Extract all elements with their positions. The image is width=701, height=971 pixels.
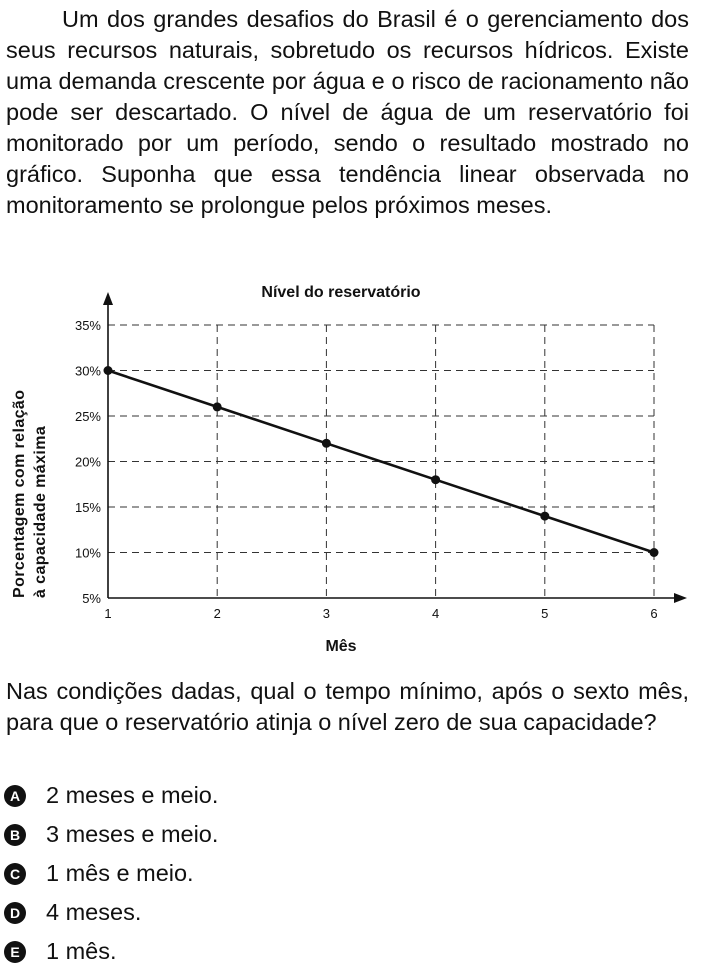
- data-point-month-1: [104, 366, 113, 375]
- reservoir-chart: [0, 272, 701, 662]
- x-tick-label-6: 6: [650, 606, 658, 621]
- x-tick-label-4: 4: [431, 606, 440, 621]
- x-tick-label-3: 3: [322, 606, 331, 621]
- axes: [103, 292, 687, 603]
- option-a-text: 2 meses e meio.: [46, 782, 219, 808]
- y-axis-label-line1: Porcentagem com relação: [11, 389, 28, 598]
- answer-options: [4, 776, 218, 971]
- y-tick-label-30: 30%: [74, 363, 101, 379]
- y-tick-label-25: 25%: [74, 409, 101, 424]
- option-d-letter: D: [4, 902, 26, 924]
- option-d-text: 4 meses.: [46, 899, 142, 925]
- option-a-letter: A: [4, 785, 26, 807]
- y-tick-label-15: 15%: [74, 500, 101, 515]
- option-e-letter: E: [4, 941, 26, 963]
- data-point-month-4: [431, 475, 440, 484]
- option-e[interactable]: [4, 932, 218, 971]
- y-tick-label-35: 35%: [74, 318, 101, 333]
- y-axis-arrow: [103, 292, 113, 305]
- option-c[interactable]: [4, 854, 218, 893]
- option-b-text: 3 meses e meio.: [46, 821, 219, 847]
- option-b[interactable]: [4, 815, 218, 854]
- y-tick-label-10: 10%: [74, 545, 101, 561]
- chart-title: Nível do reservatório: [261, 284, 421, 301]
- x-axis-label: Mês: [325, 638, 357, 655]
- option-c-letter: C: [4, 863, 26, 885]
- data-point-month-5: [540, 512, 549, 521]
- question-paragraph: Nas condições dadas, qual o tempo mínimo, após o sexto mês, para que o reservatório atinja o nível zero de sua capacidade?: [6, 678, 689, 735]
- tick-labels: [75, 318, 658, 621]
- option-c-text: 1 mês e meio.: [46, 860, 194, 886]
- x-tick-label-1: 1: [104, 606, 112, 621]
- data-point-month-2: [213, 402, 222, 411]
- data-point-month-3: [322, 439, 331, 448]
- option-a[interactable]: [4, 776, 218, 815]
- y-tick-label-5: 5%: [82, 591, 101, 606]
- intro-paragraph: Um dos grandes desafios do Brasil é o gerenciamento dos seus recursos naturais, sobretudo os recursos hídricos. Existe uma demanda crescente por água e o risco de racionamento não pode ser descartado. O nível de água de um reservatório foi monitorado por um período, sendo o resultado mostrado no gráfico. Suponha que essa tendência linear observada no monitoramento se prolongue pelos próximos meses.: [6, 6, 689, 218]
- option-b-letter: B: [4, 824, 26, 846]
- option-d[interactable]: [4, 893, 218, 932]
- y-axis-label-line2: à capacidade máxima: [32, 425, 49, 598]
- data-point-month-6: [650, 548, 659, 557]
- x-tick-label-2: 2: [213, 606, 221, 621]
- x-axis-arrow: [674, 593, 687, 603]
- y-axis-label: [11, 390, 49, 598]
- series-line: [108, 371, 654, 553]
- x-tick-label-5: 5: [541, 606, 549, 621]
- y-tick-label-20: 20%: [74, 454, 101, 470]
- option-e-text: 1 mês.: [46, 938, 117, 964]
